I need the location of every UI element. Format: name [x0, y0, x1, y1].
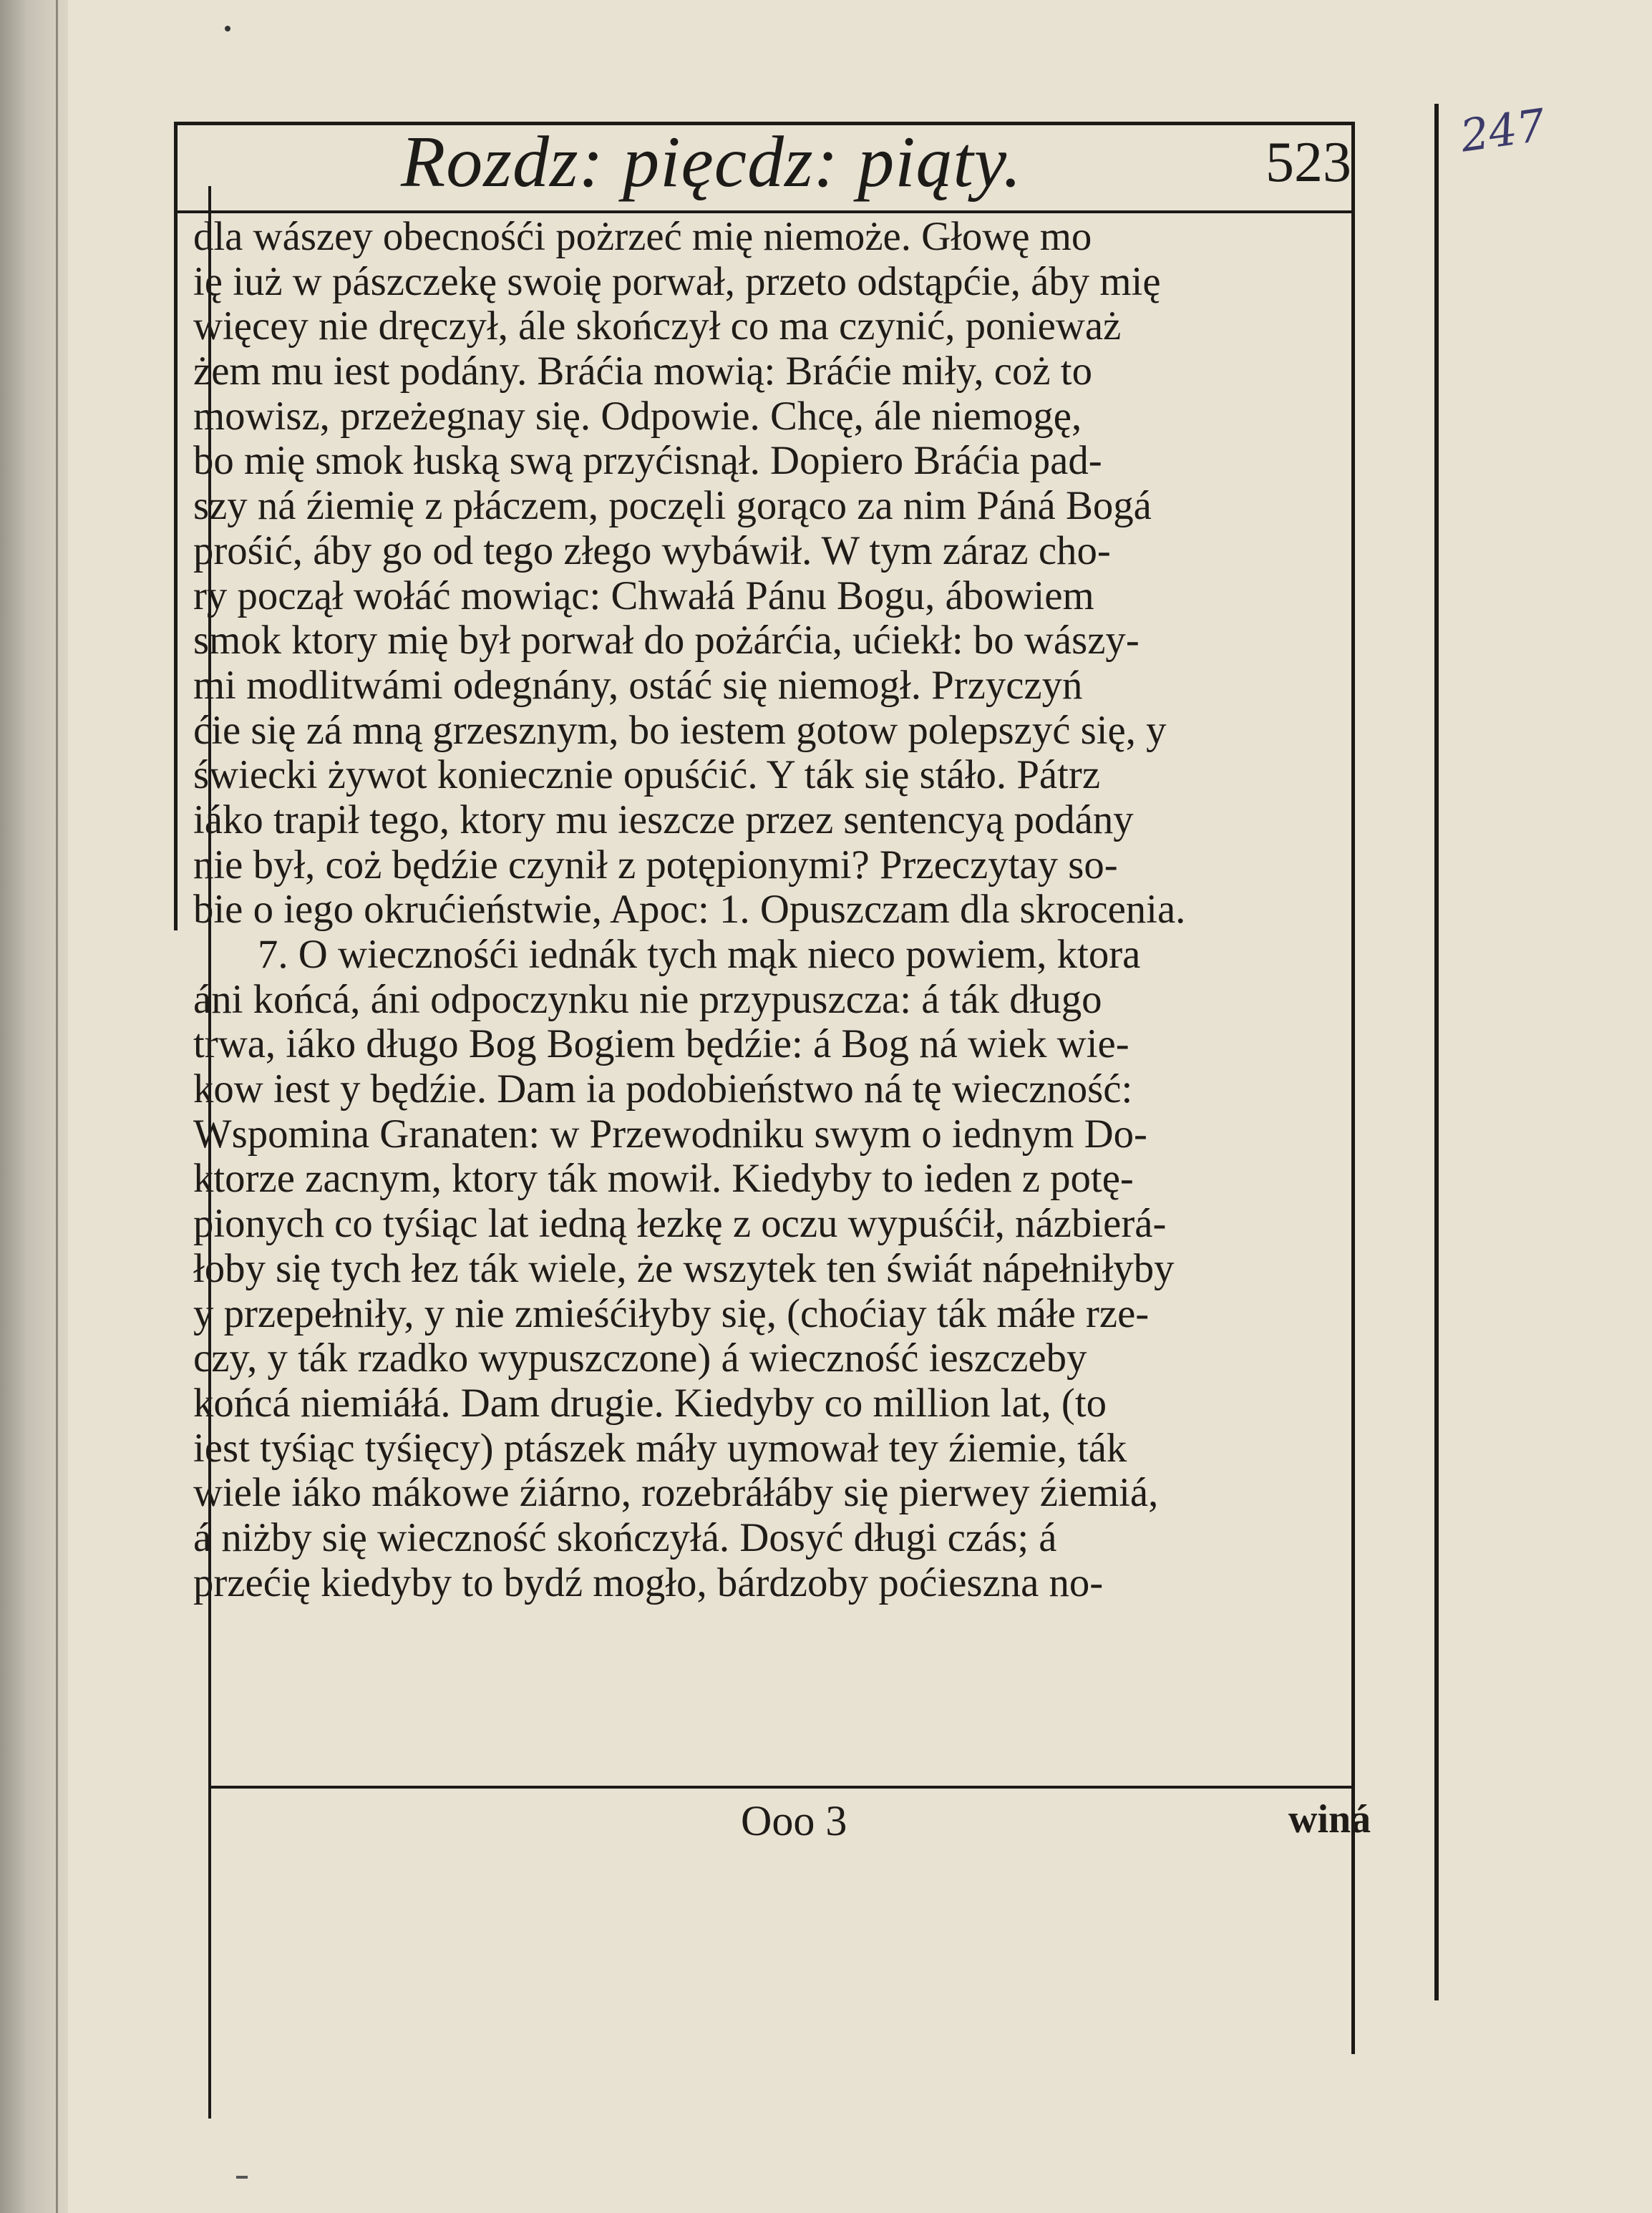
text-line: dla wászey obecnośći pożrzeć mię niemoże. Głowę mo — [193, 214, 1092, 259]
text-line: iáko trapił tego, ktory mu ieszcze przez sentencyą podány — [193, 797, 1134, 842]
ink-dot — [225, 26, 230, 31]
text-line: czy, y ták rzadko wypuszczone) á wieczność ieszczeby — [193, 1336, 1087, 1381]
running-title: Rozdz: pięcdz: piąty. — [401, 122, 1023, 203]
text-line: pionych co tyśiąc lat iedną łezkę z oczu wypuśćił, názbierá- — [193, 1201, 1167, 1247]
text-line: mowisz, przeżegnay się. Odpowie. Chcę, ále niemogę, — [193, 393, 1082, 439]
text-line: bie o iego okrućieństwie, Apoc: 1. Opuszczam dla skrocenia. — [193, 887, 1186, 933]
signature-mark: Ooo 3 — [741, 1797, 847, 1844]
text-line: iest tyśiąc tyśięcy) ptászek máły uymował tey źiemie, ták — [193, 1425, 1127, 1471]
text-line: końcá niemiáłá. Dam drugie. Kiedyby co million lat, (to — [193, 1380, 1107, 1426]
text-line: Wspomina Granaten: w Przewodniku swym o iednym Do- — [193, 1111, 1147, 1157]
text-line: przećię kiedyby to bydź mogło, bárdzoby poćieszna no- — [193, 1560, 1104, 1605]
text-line: nie był, coż będźie czynił z potępionymi? Przeczytay so- — [193, 842, 1118, 887]
ink-mark — [236, 2176, 248, 2179]
text-line: kow iest y będźie. Dam ia podobieństwo ná tę wieczność: — [193, 1066, 1133, 1112]
text-line: świecki żywot koniecznie opuśćić. Y ták się stáło. Pátrz — [193, 752, 1101, 798]
header-rule — [174, 210, 1355, 213]
text-line: ktorze zacnym, ktory ták mowił. Kiedyby to ieden z potę- — [193, 1156, 1134, 1202]
text-line: trwa, iáko długo Bog Bogiem będźie: á Bog ná wiek wie- — [193, 1021, 1129, 1067]
catchword: winá — [1288, 1797, 1371, 1842]
text-line: áni końcá, áni odpoczynku nie przypuszcza: á ták długo — [193, 976, 1102, 1022]
text-line: żem mu iest podány. Bráćia mowią: Bráćie miły, coż to — [193, 349, 1092, 394]
gutter-edge — [56, 0, 58, 2213]
outer-margin-rule — [1434, 104, 1439, 2000]
text-line: szy ná źiemię z płáczem, poczęli gorąco za nim Páná Bogá — [193, 483, 1152, 529]
text-line: łoby się tych łez ták wiele, że wszytek ten świát nápełniłyby — [193, 1245, 1175, 1291]
text-line: smok ktory mię był porwał do pożárćia, ućiekł: bo wászy- — [193, 618, 1140, 663]
handwritten-folio-number: 247 — [1457, 98, 1549, 162]
text-line: mi modlitwámi odegnány, ostáć się niemogł. Przyczyń — [193, 662, 1083, 708]
text-line: wiele iáko mákowe źiárno, rozebráłáby się pierwey źiemiá, — [193, 1470, 1159, 1516]
footer-rule — [208, 1786, 1354, 1789]
text-line: prośić, áby go od tego złego wybáwił. W tym záraz cho- — [193, 527, 1111, 573]
text-line: á niżby się wieczność skończyłá. Dosyć długi czás; á — [193, 1514, 1057, 1560]
frame-left-rule — [174, 122, 178, 930]
body-text — [193, 215, 1371, 1605]
text-line: więcey nie dręczył, ále skończył co ma czynić, ponieważ — [193, 303, 1122, 349]
paragraph-start-line: 7. O wiecznośći iednák tych mąk nieco powiem, ktora — [258, 932, 1141, 977]
text-line: bo mię smok łuską swą przyćisnął. Dopiero Bráćia pad- — [193, 438, 1102, 484]
text-line: y przepełniły, y nie zmieśćiłyby się, (choćiay ták máłe rze- — [193, 1290, 1150, 1336]
text-line: ry począł wołáć mowiąc: Chwałá Pánu Bogu, ábowiem — [193, 573, 1094, 618]
text-line: ćie się zá mną grzesznym, bo iestem gotow polepszyć się, y — [193, 707, 1167, 753]
text-line: ię iuż w pászczekę swoię porwał, przeto odstąpćie, áby mię — [193, 258, 1161, 304]
page-number: 523 — [1265, 131, 1351, 194]
